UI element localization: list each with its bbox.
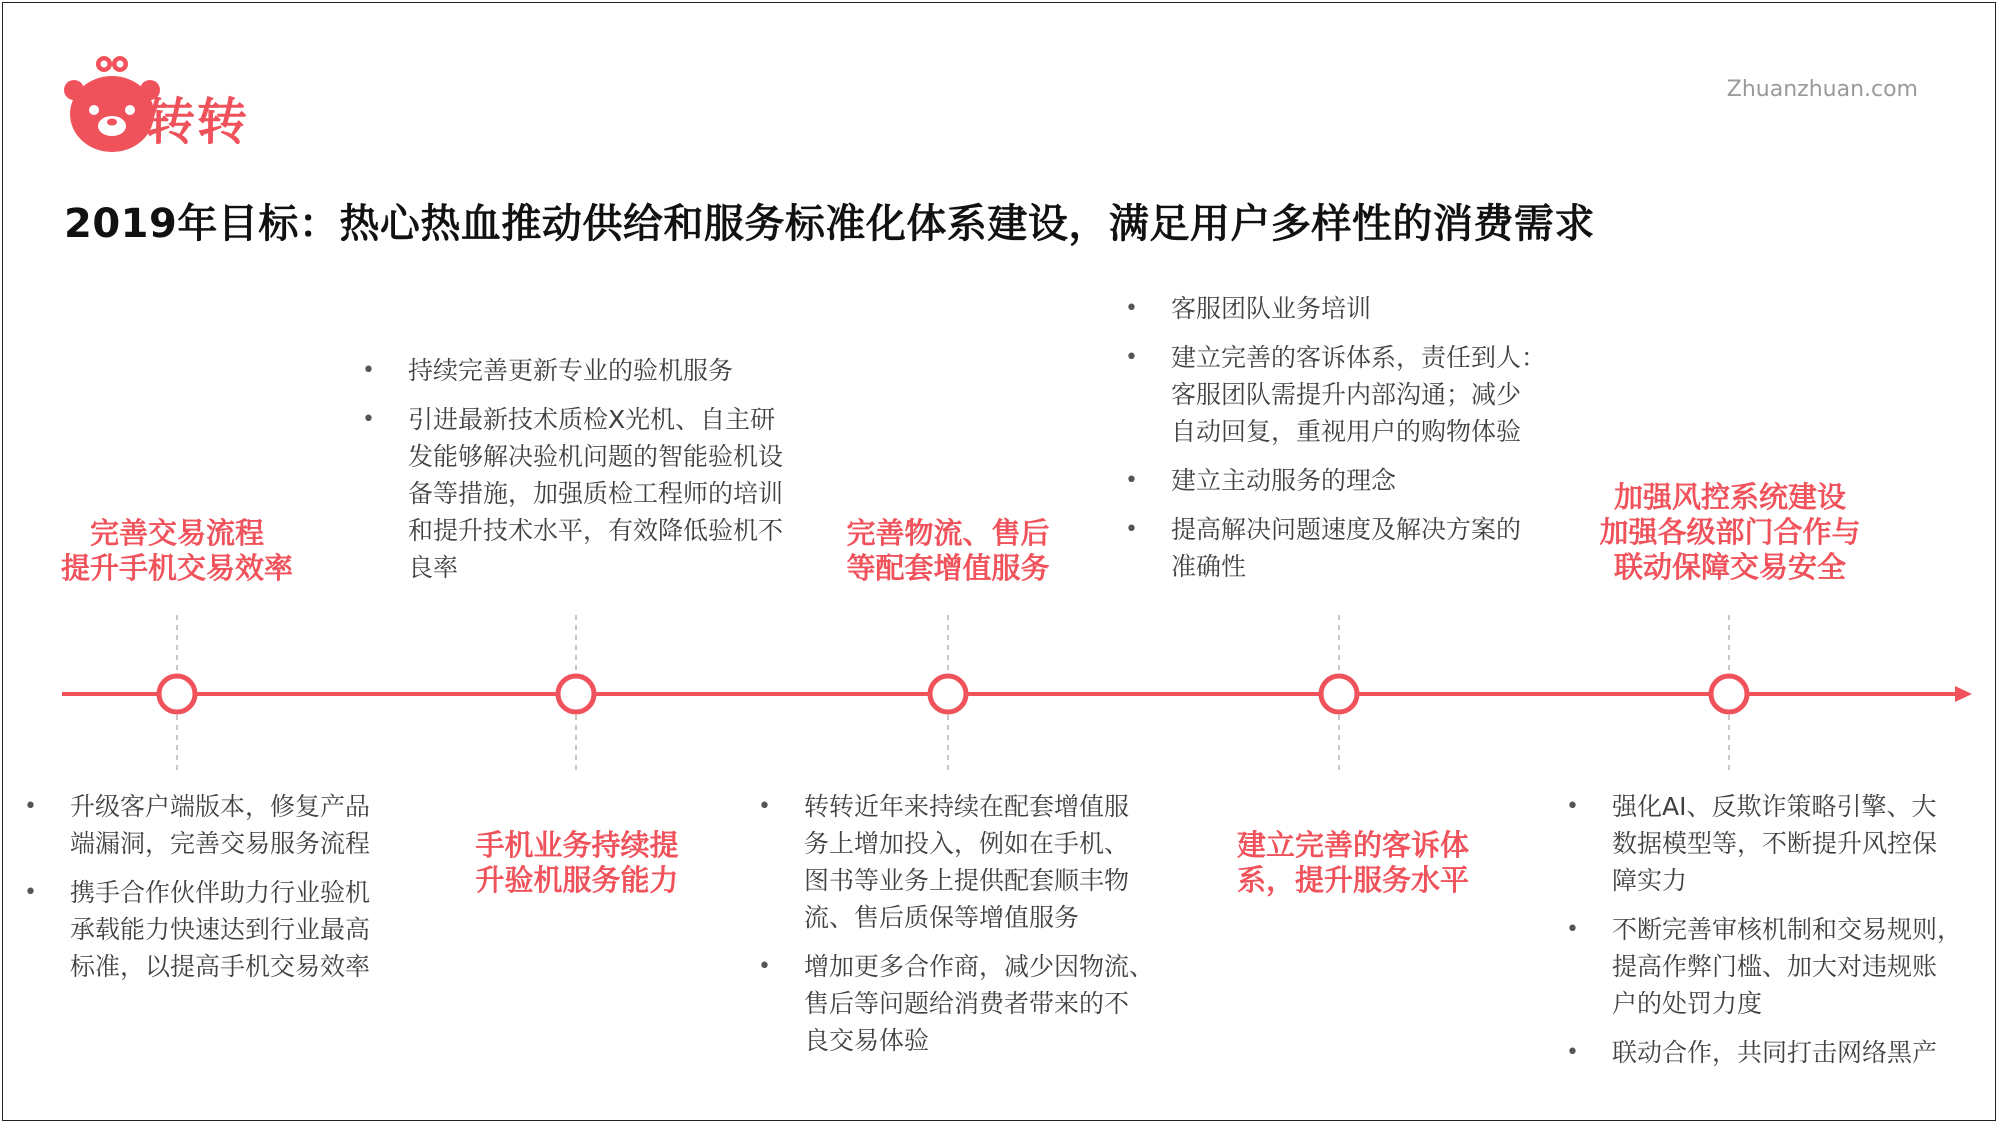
- bullet-item: • 携手合作伙伴助力行业验机 承载能力快速达到行业最高 标准，以提高手机交易效率: [70, 874, 400, 985]
- milestone-3-heading: 完善物流、售后 等配套增值服务: [846, 516, 1050, 585]
- bullet-item: • 转转近年来持续在配套增值服 务上增加投入，例如在手机、 图书等业务上提供配套顺丰物 流、售后质保等增值服务: [804, 788, 1164, 936]
- brand-logo-text: 转转: [145, 93, 249, 151]
- milestone-5-node: [1711, 676, 1747, 712]
- milestone-3-node: [930, 676, 966, 712]
- bullet-item: • 增加更多合作商，减少因物流、 售后等问题给消费者带来的不 良交易体验: [804, 948, 1164, 1059]
- milestone-5-heading: 加强风控系统建设 加强各级部门合作与 联动保障交易安全: [1599, 480, 1861, 584]
- milestone-2-node: [558, 676, 594, 712]
- bullet-item: • 不断完善审核机制和交易规则， 提高作弊门槛、加大对违规账 户的处罚力度: [1612, 911, 1972, 1022]
- milestone-3-bullets: [804, 788, 1164, 1071]
- bullet-item: • 建立主动服务的理念: [1171, 462, 1571, 499]
- milestone-2-heading: 手机业务持续提 升验机服务能力: [475, 828, 679, 897]
- bullet-item: • 客服团队业务培训: [1171, 290, 1571, 327]
- milestone-4-heading: 建立完善的客诉体 系，提升服务水平: [1236, 828, 1469, 897]
- milestone-1-node: [159, 676, 195, 712]
- milestone-4-node: [1321, 676, 1357, 712]
- milestone-2-bullets: [408, 352, 808, 598]
- bullet-item: • 提高解决问题速度及解决方案的 准确性: [1171, 511, 1571, 585]
- bullet-item: • 强化AI、反欺诈策略引擎、大 数据模型等，不断提升风控保 障实力: [1612, 788, 1972, 899]
- bullet-item: • 联动合作，共同打击网络黑产: [1612, 1034, 1972, 1071]
- site-url: Zhuanzhuan.com: [1726, 77, 1918, 102]
- page-title: 2019年目标：热心热血推动供给和服务标准化体系建设，满足用户多样性的消费需求: [64, 201, 1595, 247]
- bullet-item: • 引进最新技术质检X光机、自主研 发能够解决验机问题的智能验机设 备等措施，加强质检工程师的培训 和提升技术水平，有效降低验机不 良率: [408, 401, 808, 586]
- milestone-5-bullets: [1612, 788, 1972, 1083]
- milestone-1-bullets: [70, 788, 400, 997]
- milestone-4-bullets: [1171, 290, 1571, 597]
- bullet-item: • 建立完善的客诉体系，责任到人： 客服团队需提升内部沟通；减少 自动回复，重视用户的购物体验: [1171, 339, 1571, 450]
- timeline-arrow-icon: [1955, 686, 1972, 702]
- bullet-item: • 持续完善更新专业的验机服务: [408, 352, 808, 389]
- milestone-1-heading: 完善交易流程 提升手机交易效率: [60, 516, 293, 585]
- bullet-item: • 升级客户端版本，修复产品 端漏洞，完善交易服务流程: [70, 788, 400, 862]
